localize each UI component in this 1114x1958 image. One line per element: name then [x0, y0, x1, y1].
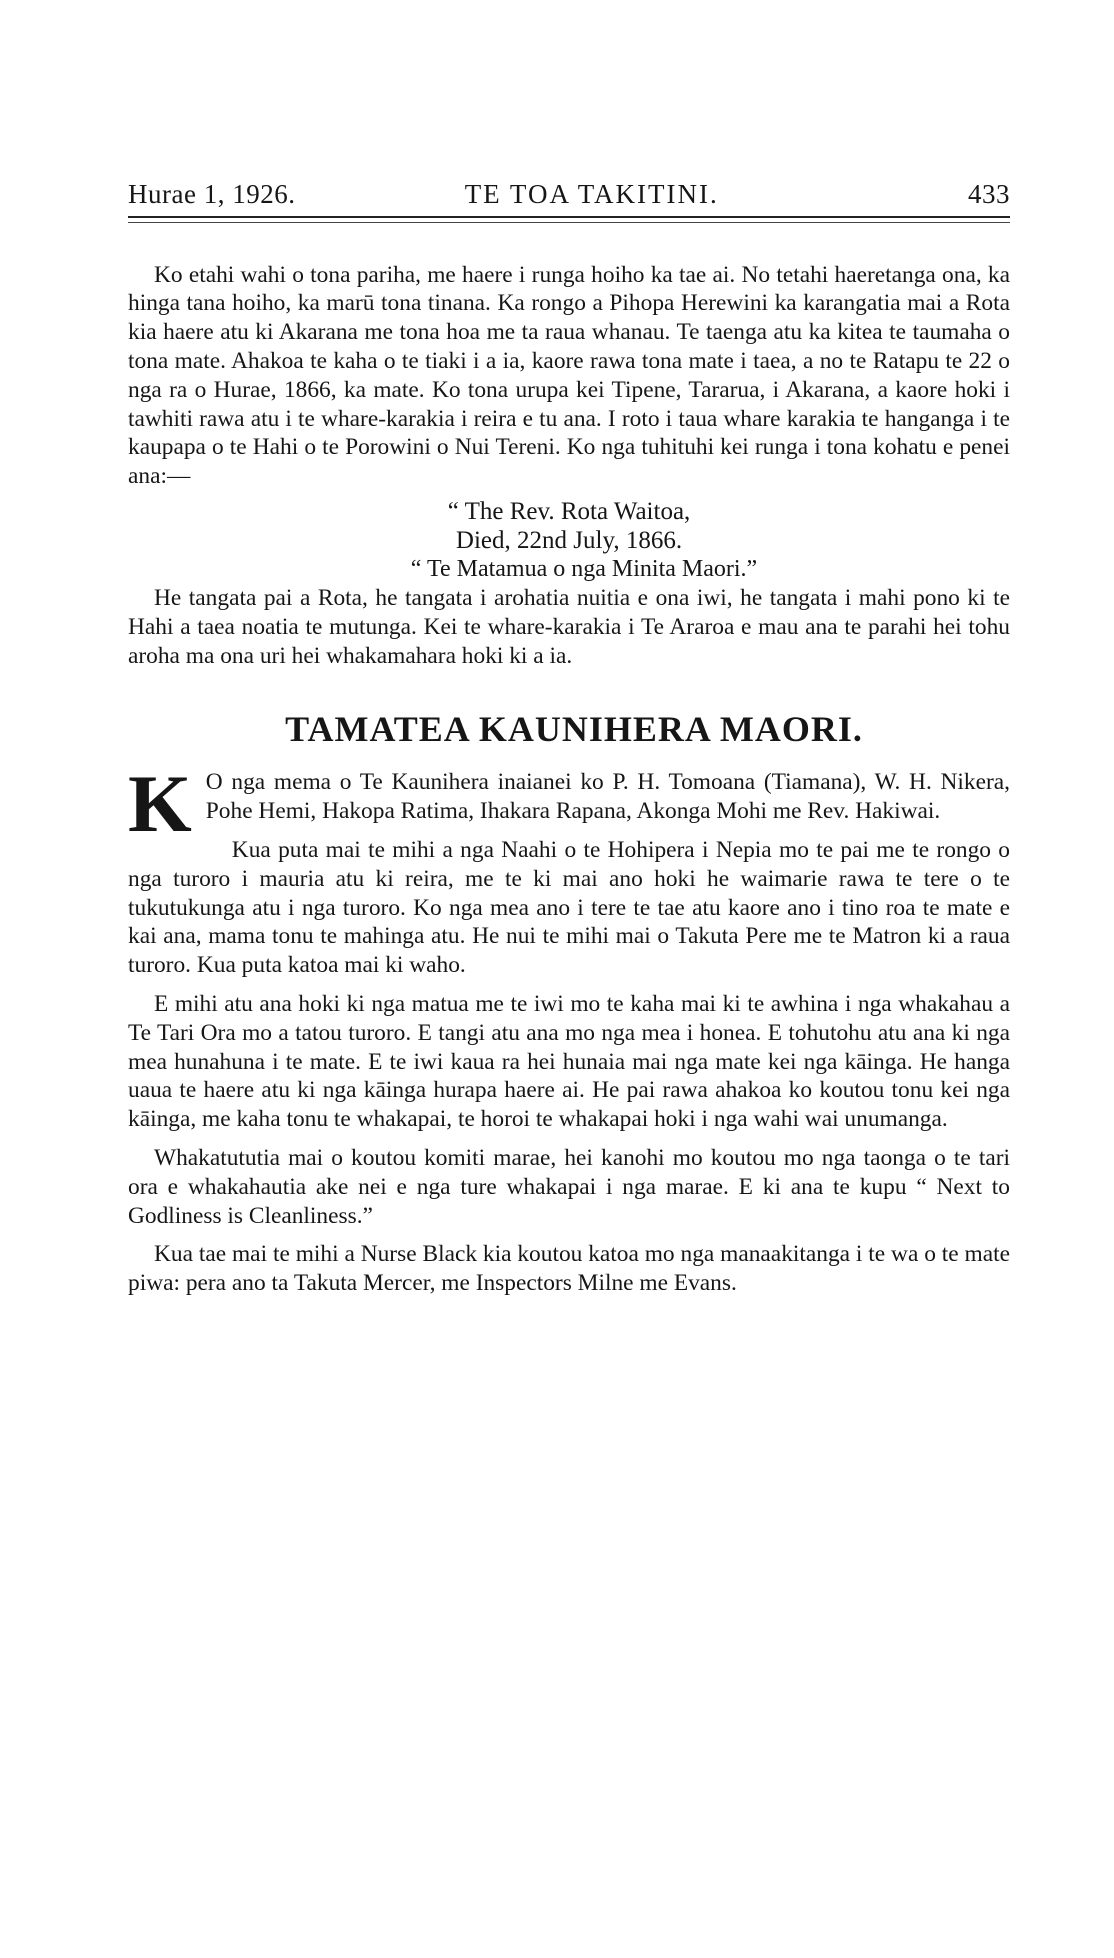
header-rule	[128, 216, 1010, 223]
epitaph-inscription	[128, 497, 1010, 584]
epitaph-line-3: “ Te Matamua o nga Minita Maori.”	[410, 556, 758, 583]
section-paragraph-1-text: O nga mema o Te Kaunihera inaianei ko P. H. Tomoana (Tiamana), W. H. Nikera, Pohe Hemi, Hakopa Ratima, Ihakara Rapana, Akonga Mohi me Rev. Hakiwai.	[205, 769, 1010, 825]
section-paragraph-5: Kua tae mai te mihi a Nurse Black kia koutou katoa mo nga manaakitanga i te wa o te mate piwa: pera ano ta Takuta Mercer, me Inspectors Milne me Evans.	[128, 1241, 1010, 1297]
section-paragraph-3: E mihi atu ana hoki ki nga matua me te iwi mo te kaha mai ki te awhina i nga whakahau a Te Tari Ora mo a tatou turoro. E tangi atu ana mo nga mea i honea. E tohutohu atu ana ki nga mea hunahuna i te mate. E te iwi kaua ra hei hunaia mai nga mate kei nga kāinga. He hanga uaua te haere atu ki nga kāinga hurapa haere ai. He pai rawa ahakoa ko koutou tonu kei nga kāinga, me kaha tonu te whakapai, te horoi te whakapai hoki i nga wahi wai unumanga.	[128, 991, 1010, 1133]
epitaph-line-1: “ The Rev. Rota Waitoa,	[447, 498, 691, 526]
newspaper-page	[128, 180, 1010, 1298]
page-header	[128, 180, 1010, 210]
header-date: Hurae 1, 1926.	[128, 179, 296, 209]
drop-cap-letter: K	[128, 758, 192, 850]
section-paragraph-1	[128, 758, 1010, 850]
section-paragraph-4: Whakatututia mai o koutou komiti marae, hei kanohi mo koutou mo nga taonga o te tari ora e whakahautia ake nei e nga ture whakapai i nga marae. E ki ana te kupu “ Next to Godliness is Cleanliness.”	[128, 1145, 1010, 1229]
header-publication-title: TE TOA TAKITINI.	[464, 179, 719, 209]
header-page-number: 433	[967, 179, 1010, 209]
epitaph-line-2: Died, 22nd July, 1866.	[455, 527, 683, 555]
section-paragraph-2: Kua puta mai te mihi a nga Naahi o te Hohipera i Nepia mo te pai me te rongo o nga turoro i mauria atu ki reira, me te ki mai ano hoki he waimarie rawa te tere o te tukutukunga atu i nga turoro. Ko nga mea ano i tere te tae atu kaore ano i tino roa te mate e kai ana, mama tonu te mahinga atu. He nui te mihi mai o Takuta Pere me te Matron ki a raua turoro. Kua puta katoa mai ki waho.	[128, 837, 1010, 979]
obituary-paragraph-1: Ko etahi wahi o tona pariha, me haere i runga hoiho ka tae ai. No tetahi haeretanga ona, ka hinga tana hoiho, ka marū tona tinana. Ka rongo a Pihopa Herewini ka karangatia mai a Rota kia haere atu ki Akarana me tona hoa me ta raua whanau. Te taenga atu ka kitea te taumaha o tona mate. Ahakoa te kaha o te tiaki i a ia, kaore rawa tona mate i taea, a no te Ratapu te 22 o nga ra o Hurae, 1866, ka mate. Ko tona urupa kei Tipene, Tararua, i Akarana, a kaore hoki i tawhiti rawa atu i te whare-karakia i reira e tu ana. I roto i taua whare karakia te hanganga i te kaupapa o te Hahi o te Porowini o Nui Tereni. Ko nga tuhituhi kei runga i tona kohatu e penei ana:—	[128, 261, 1010, 490]
obituary-paragraph-2: He tangata pai a Rota, he tangata i arohatia nuitia e ona iwi, he tangata i mahi pono ki te Hahi a taea noatia te mutunga. Kei te whare-karakia i Te Araroa e mau ana te parahi hei tohu aroha ma ona uri hei whakamahara hoki ki a ia.	[128, 585, 1010, 669]
section-heading: TAMATEA KAUNIHERA MAORI.	[285, 709, 863, 750]
